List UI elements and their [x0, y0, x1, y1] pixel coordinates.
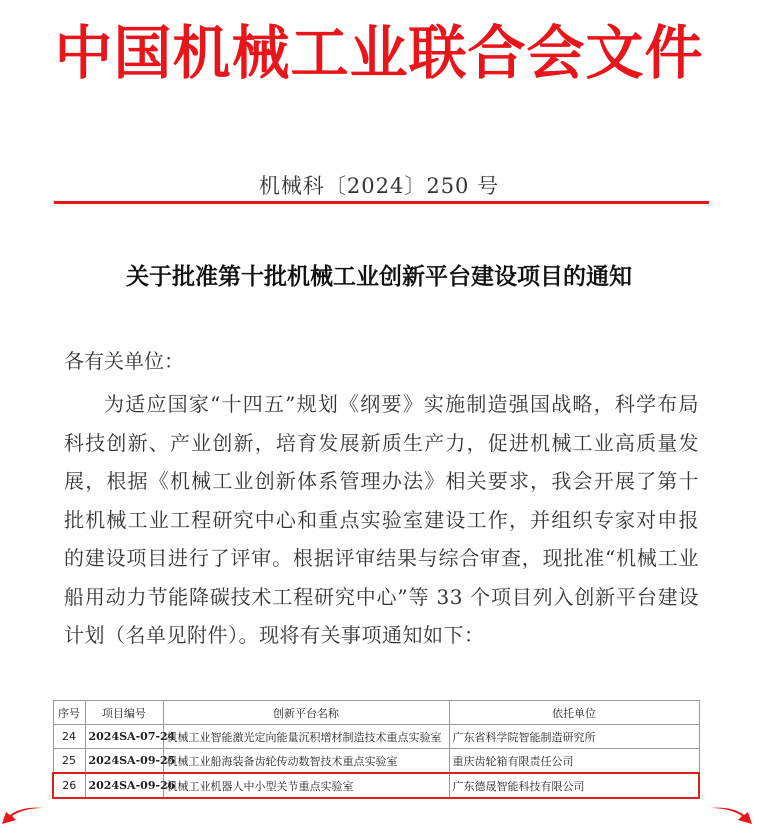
salutation: 各有关单位：: [64, 349, 184, 373]
row-no: 25: [53, 749, 85, 774]
table-row: [53, 749, 699, 774]
table-row-highlighted: [53, 773, 699, 798]
table-row: [53, 725, 699, 749]
table-header-row: [53, 701, 699, 725]
row-platform-name: 机械工业机器人中小型关节重点实验室: [163, 773, 449, 798]
red-divider: [54, 201, 709, 204]
project-table: [52, 700, 698, 799]
row-no: 26: [53, 773, 85, 798]
row-platform-name: 机械工业船海装备齿轮传动数智技术重点实验室: [163, 749, 449, 774]
masthead-title: 中国机械工业联合会文件: [54, 19, 704, 87]
row-code: 2024SA-09-26: [85, 773, 163, 798]
row-host-unit: 重庆齿轮箱有限责任公司: [449, 749, 699, 774]
row-code: 2024SA-07-24: [85, 725, 163, 749]
header-code: 项目编号: [85, 701, 163, 725]
header-platform-name: 创新平台名称: [163, 701, 449, 725]
row-no: 24: [53, 725, 85, 749]
body-paragraph: 为适应国家“十四五”规划《纲要》实施制造强国战略，科学布局科技创新、产业创新，培育发展新质生产力，促进机械工业高质量发展，根据《机械工业创新体系管理办法》相关要求，我会开展了第十批机械工业工程研究中心和重点实验室建设工作，并组织专家对申报的建设项目进行了评审。根据评审结果与综合审查，现批准“机械工业船用动力节能降碳技术工程研究中心”等 33 个项目列入创新平台建设计划（名单见附件）。现将有关事项通知如下：: [64, 392, 699, 647]
notice-title: 关于批准第十批机械工业创新平台建设项目的通知: [126, 264, 632, 290]
left-red-arrow-icon: [0, 804, 46, 826]
right-red-arrow-icon: [708, 804, 754, 826]
header-host-unit: 依托单位: [449, 701, 699, 725]
row-platform-name: 机械工业智能激光定向能量沉积增材制造技术重点实验室: [163, 725, 449, 749]
document-number: 机械科〔2024〕250 号: [258, 174, 500, 198]
header-no: 序号: [53, 701, 85, 725]
row-code: 2024SA-09-25: [85, 749, 163, 774]
row-host-unit: 广东省科学院智能制造研究所: [449, 725, 699, 749]
row-host-unit: 广东德晟智能科技有限公司: [449, 773, 699, 798]
